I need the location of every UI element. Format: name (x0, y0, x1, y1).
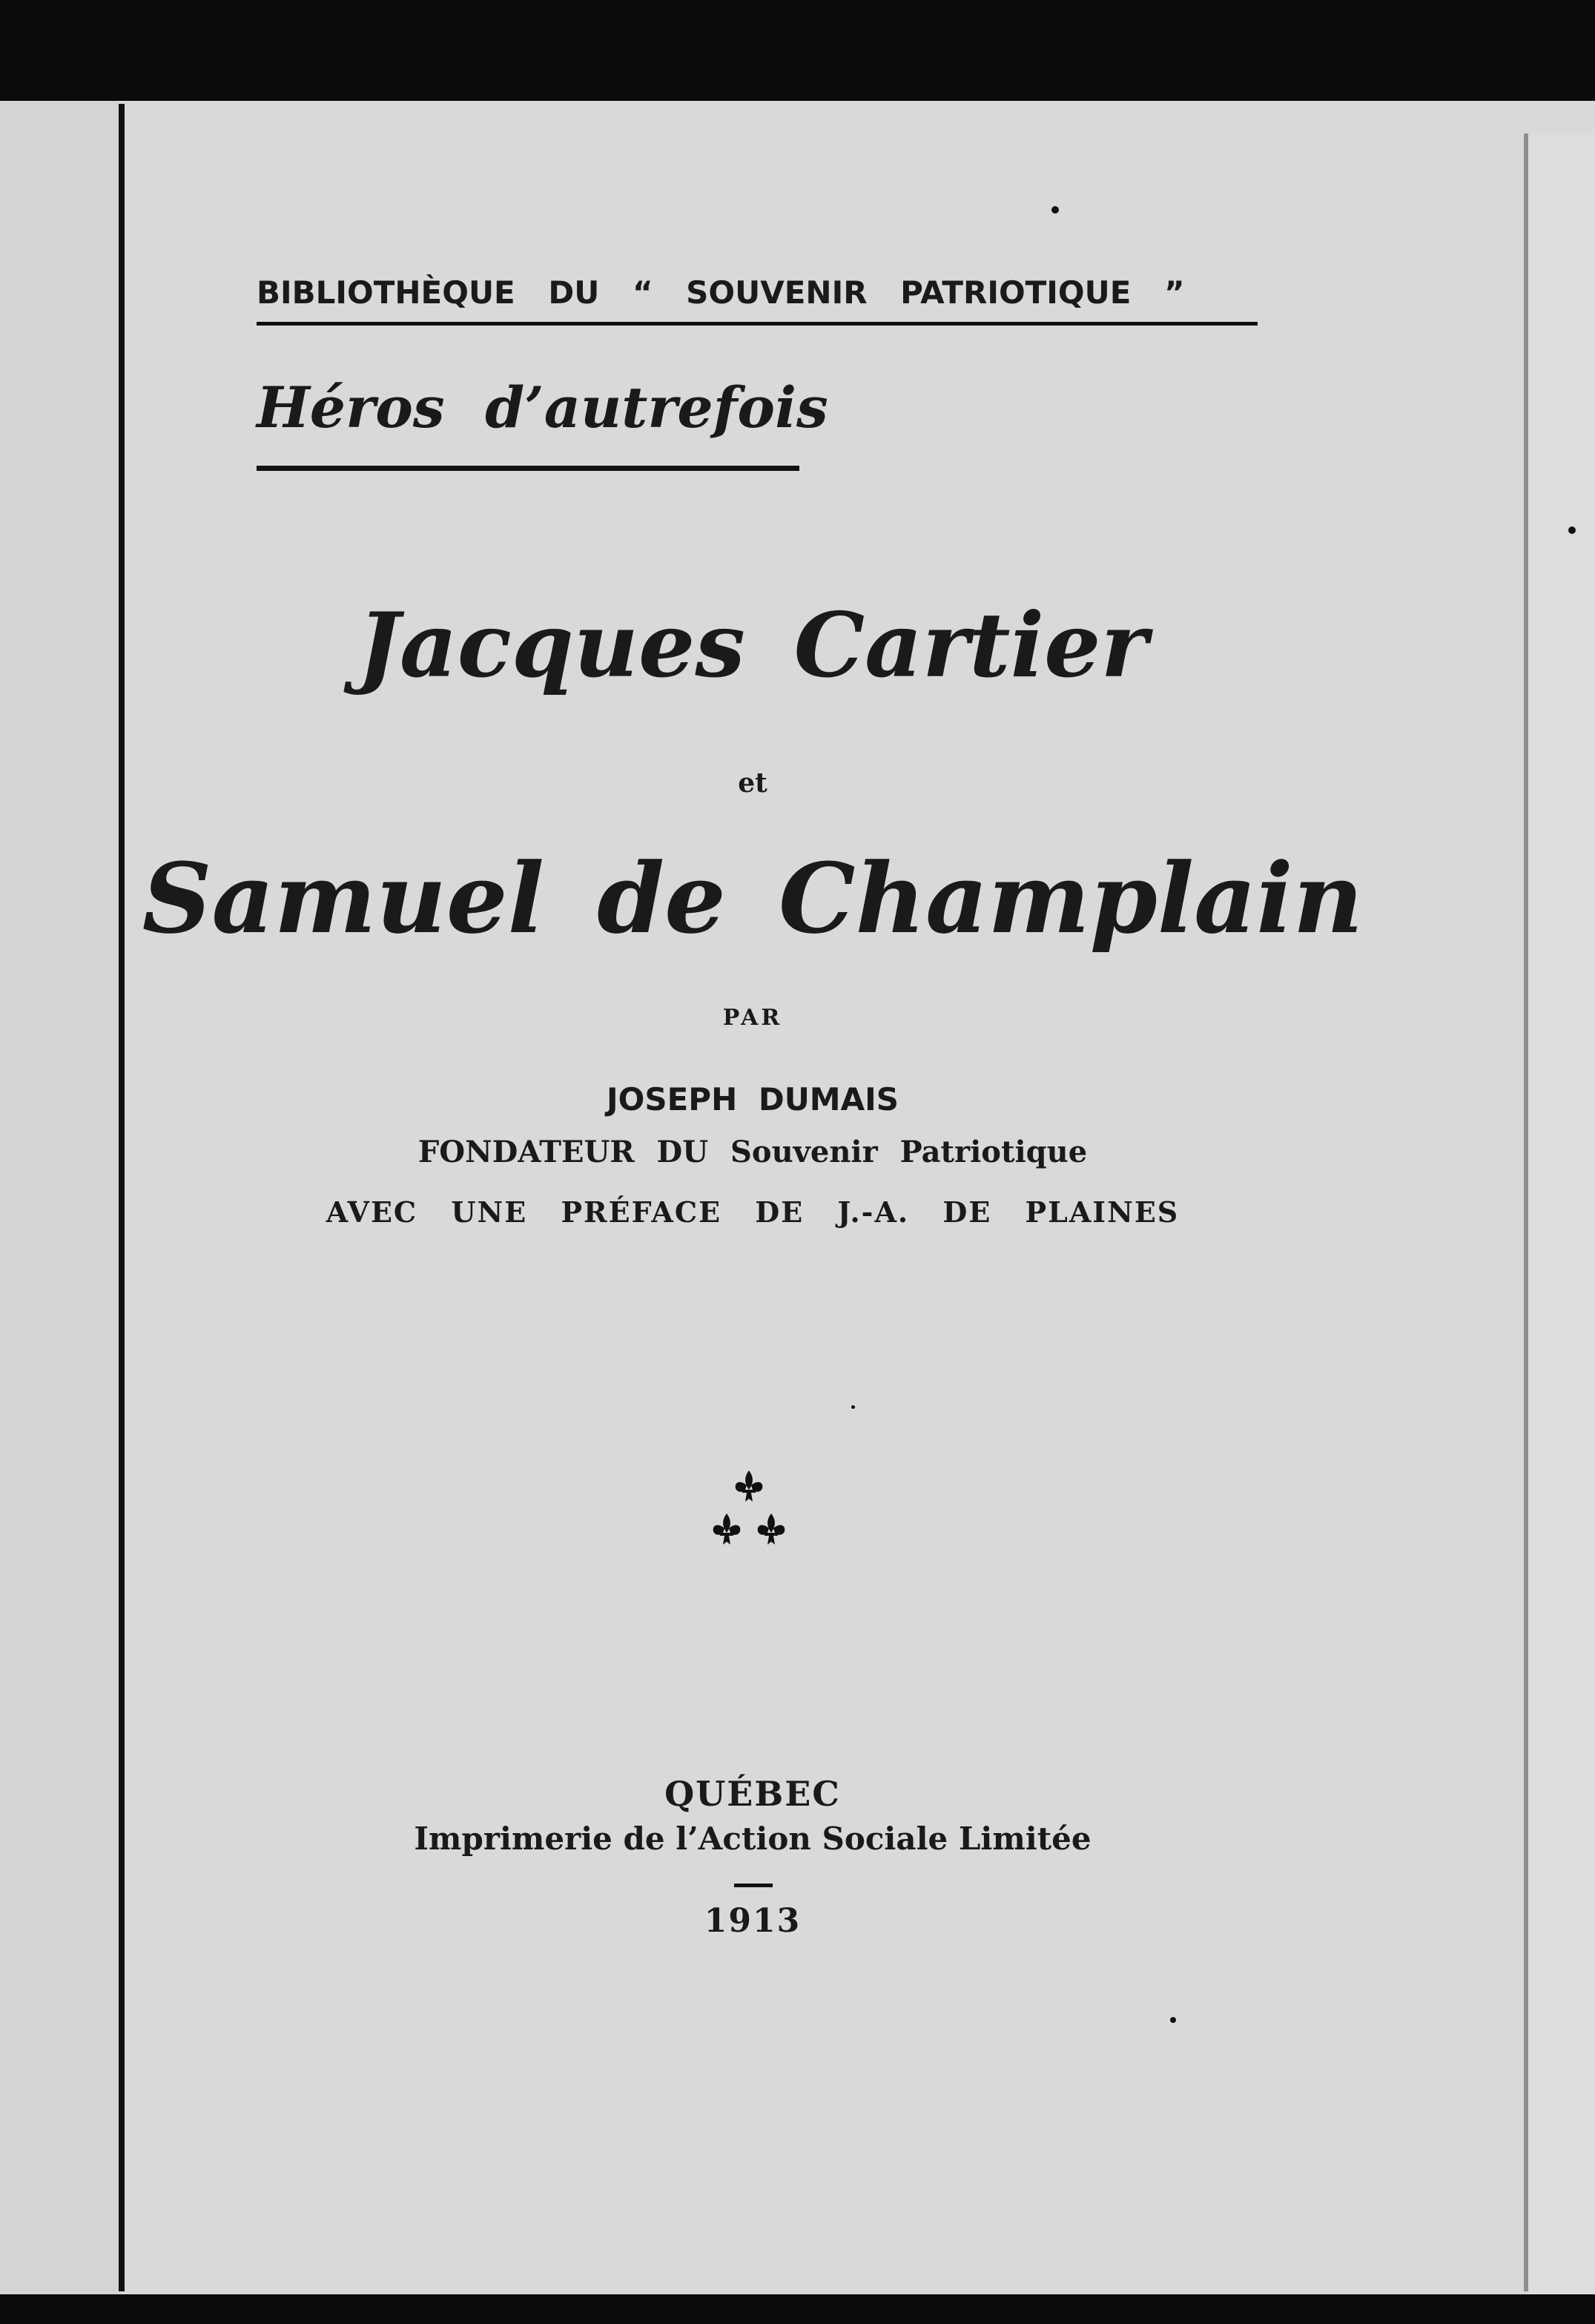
imprint-year: 1913 (704, 1902, 802, 1940)
collection-underline (257, 466, 799, 471)
scan-speck (1051, 206, 1059, 214)
scan-bottom-edge (0, 2294, 1595, 2324)
fleur-de-lis-icon (701, 1465, 797, 1561)
imprint-printer: Imprimerie de l’Action Sociale Limitée (414, 1820, 1092, 1857)
book-title-line1: Jacques Cartier (357, 593, 1148, 698)
title-conjunction: et (738, 767, 767, 799)
series-underline (257, 322, 1258, 326)
page-edge-line (1524, 133, 1528, 2291)
book-title-line2: Samuel de Champlain (142, 842, 1364, 955)
imprint-city: QUÉBEC (664, 1774, 841, 1814)
author-name: JOSEPH DUMAIS (607, 1081, 899, 1118)
by-line: PAR (722, 1005, 783, 1031)
scan-speck (1568, 526, 1576, 534)
series-title: BIBLIOTHÈQUE DU “ SOUVENIR PATRIOTIQUE ” (257, 274, 1185, 311)
scan-speck (851, 1405, 855, 1409)
preface-credit: AVEC UNE PRÉFACE DE J.-A. DE PLAINES (326, 1195, 1180, 1229)
collection-title: Héros d’autrefois (257, 374, 828, 440)
scan-speck (1170, 2017, 1176, 2023)
next-page-edge (1528, 133, 1595, 2294)
imprint-divider (734, 1884, 773, 1887)
author-role: FONDATEUR DU Souvenir Patriotique (417, 1135, 1088, 1169)
